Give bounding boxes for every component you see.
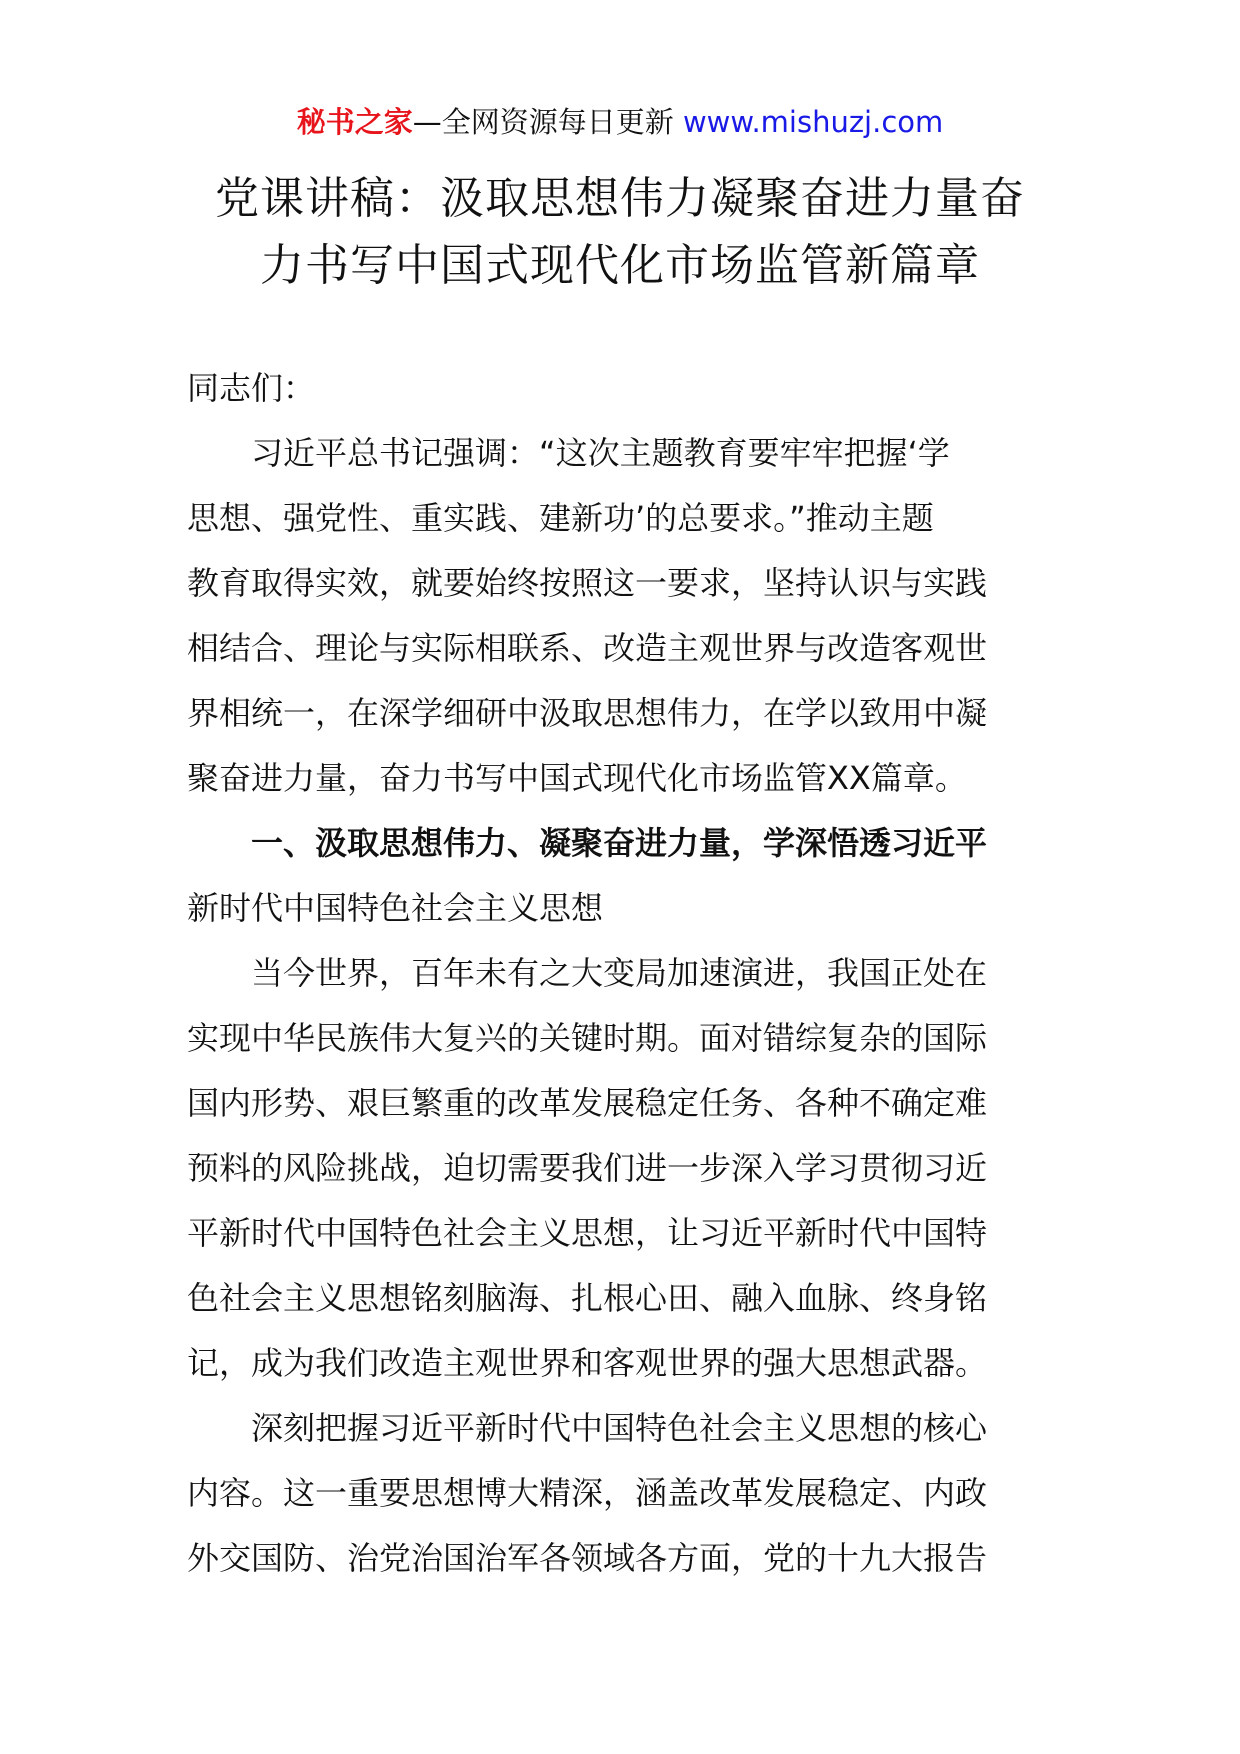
- paragraph-line: 聚奋进力量，奋力书写中国式现代化市场监管XX篇章。: [187, 759, 967, 797]
- paragraph-line: 预料的风险挑战，迫切需要我们进一步深入学习贯彻习近: [187, 1149, 988, 1187]
- paragraph-line: 习近平总书记强调：“这次主题教育要牢牢把握‘学: [251, 434, 950, 472]
- paragraph-line: 色社会主义思想铭刻脑海、扎根心田、融入血脉、终身铭: [187, 1279, 988, 1317]
- title-line-2: 力书写中国式现代化市场监管新篇章: [260, 240, 980, 291]
- paragraph-line: 外交国防、治党治国治军各领域各方面，党的十九大报告: [187, 1539, 988, 1577]
- salutation: 同志们：: [187, 369, 316, 407]
- title-line-1: 党课讲稿：汲取思想伟力凝聚奋进力量奋: [215, 173, 1025, 224]
- section-heading-line: 一、汲取思想伟力、凝聚奋进力量，学深悟透习近平: [251, 824, 988, 862]
- paragraph-line: 当今世界，百年未有之大变局加速演进，我国正处在: [251, 954, 988, 992]
- paragraph-line: 平新时代中国特色社会主义思想，让习近平新时代中国特: [187, 1214, 988, 1252]
- document-body: [187, 356, 1057, 1591]
- brand-name: 秘书之家: [296, 105, 413, 139]
- paragraph-line: 国内形势、艰巨繁重的改革发展稳定任务、各种不确定难: [187, 1084, 988, 1122]
- paragraph-line: 相结合、理论与实际相联系、改造主观世界与改造客观世: [187, 629, 988, 667]
- section-heading-line: 新时代中国特色社会主义思想: [187, 889, 604, 927]
- header-slogan: —全网资源每日更新: [412, 105, 683, 139]
- paragraph-line: 界相统一，在深学细研中汲取思想伟力，在学以致用中凝: [187, 694, 988, 732]
- paragraph-line: 思想、强党性、重实践、建新功’的总要求。”推动主题: [187, 499, 934, 537]
- site-url[interactable]: www.mishuzj.com: [682, 105, 944, 139]
- paragraph-line: 深刻把握习近平新时代中国特色社会主义思想的核心: [251, 1409, 988, 1447]
- paragraph-line: 教育取得实效，就要始终按照这一要求，坚持认识与实践: [187, 564, 988, 602]
- paragraph-line: 记，成为我们改造主观世界和客观世界的强大思想武器。: [187, 1344, 988, 1382]
- document-title: [150, 165, 1090, 299]
- paragraph-line: 实现中华民族伟大复兴的关键时期。面对错综复杂的国际: [187, 1019, 988, 1057]
- site-header: [0, 100, 1240, 144]
- paragraph-line: 内容。这一重要思想博大精深，涵盖改革发展稳定、内政: [187, 1474, 988, 1512]
